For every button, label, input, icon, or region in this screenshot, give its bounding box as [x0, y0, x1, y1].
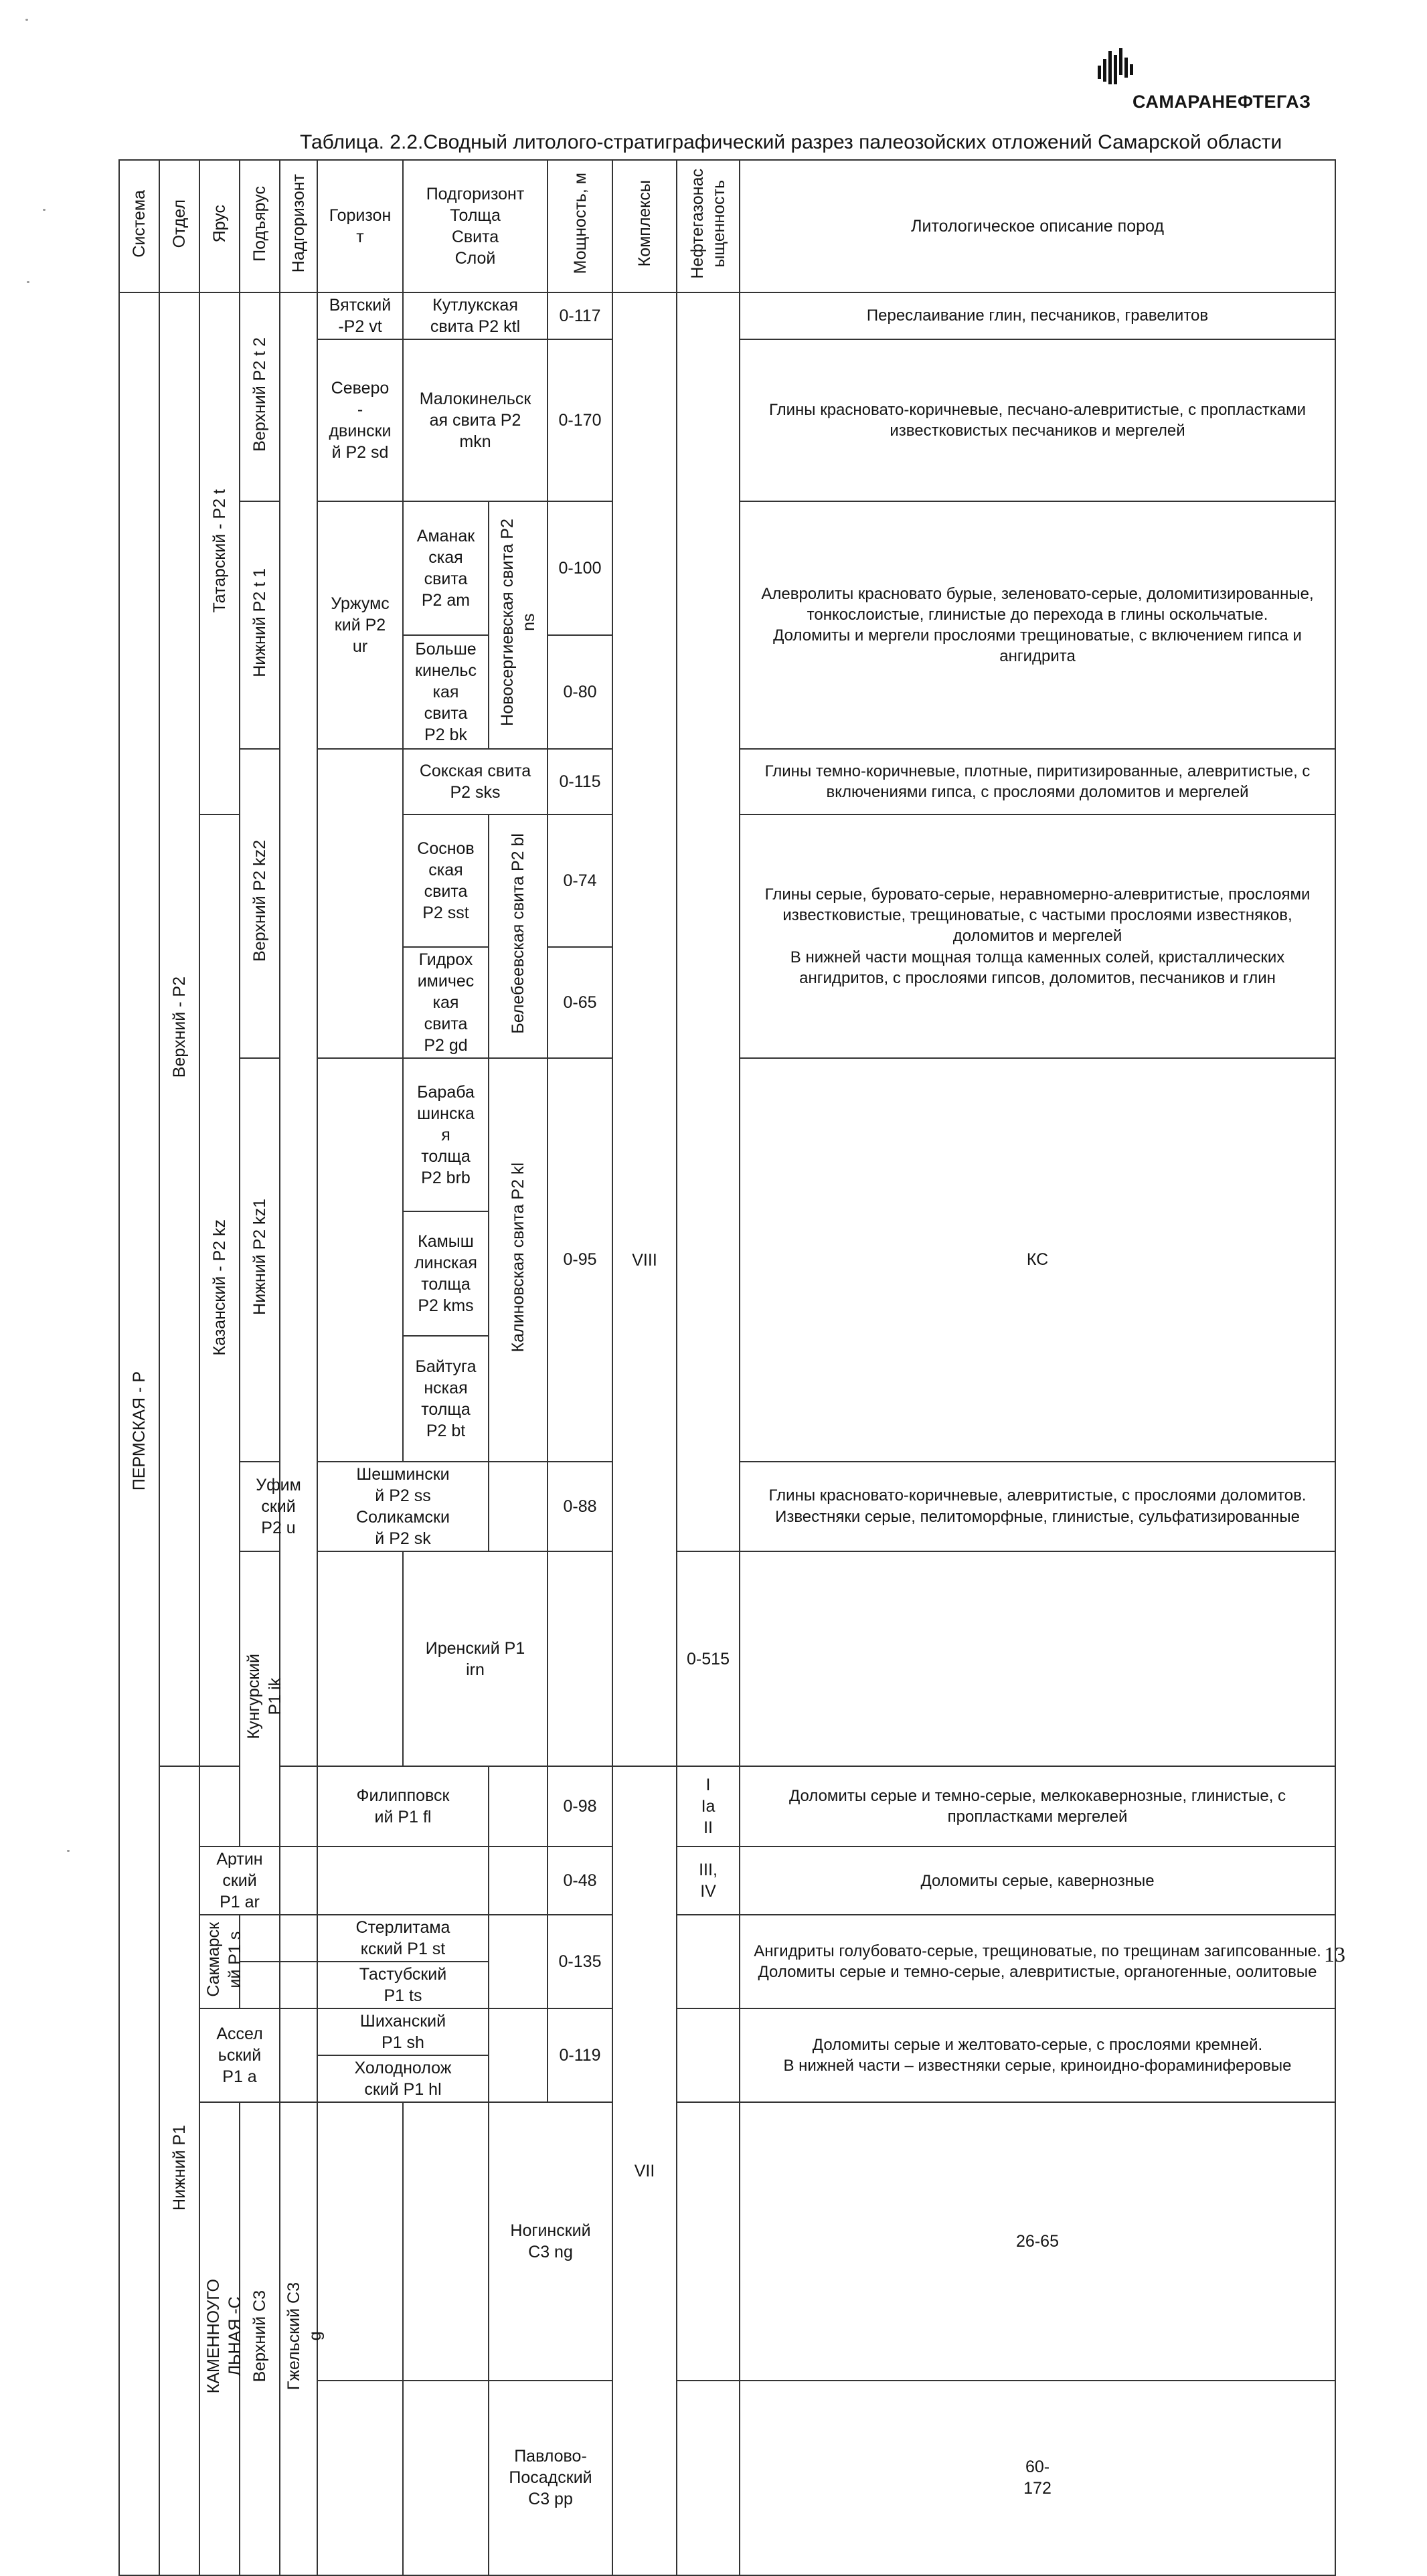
table-header-row — [119, 160, 1335, 292]
suite-belebey-cell: Белебеевская свита Р2 bl — [489, 814, 548, 1058]
thickness-artin: 0-48 — [548, 1847, 612, 1915]
complex-vii-cell: VII — [612, 1766, 677, 2575]
suite-blank — [489, 2008, 548, 2102]
header-oilgas: Нефтегазонас ыщенность — [677, 160, 740, 292]
stage-artin: Артин ский Р1 ar — [199, 1847, 280, 1915]
horizon-kazan-upper-blank — [317, 749, 403, 1058]
superhorizon-blank — [403, 2381, 489, 2575]
suite-baytugan: Байтуга нская толща Р2 bt — [403, 1336, 489, 1462]
series-upper-perm-cell: Верхний - Р2 — [159, 292, 199, 1766]
horizon-artin-blank — [317, 1847, 489, 1915]
thickness-nogin: 26-65 — [740, 2102, 1335, 2380]
header-substage: Подъярус — [240, 160, 280, 292]
oilgas-blank — [740, 1551, 1335, 1767]
lithology-sakmar: Ангидриты голубовато-серые, трещиноватые, по трещинам загипсованные. Доломиты серые и темно-серые, алевритистые, органогенные, оолитовые — [740, 1915, 1335, 2008]
header-system: Система — [119, 160, 159, 292]
stratigraphic-table — [118, 159, 1336, 2576]
suite-bolshekinel: Больше кинельс кая свита Р2 bk — [403, 635, 489, 749]
lithology-assel: Доломиты серые и желтовато-серые, с прослоями кремней. В нижней части – известняки серые, криноидно-фораминиферовые — [740, 2008, 1335, 2102]
superhorizon-blank — [403, 2102, 489, 2380]
lithology-filipp: Доломиты серые и темно-серые, мелкокавернозные, глинистые, с пропластками мергелей — [740, 1766, 1335, 1847]
substage-kazan-lower-cell: Нижний Р2 kz1 — [240, 1058, 280, 1462]
horizon-vyatka: Вятский -Р2 vt — [317, 292, 403, 339]
table-row — [119, 2008, 1335, 2055]
stage-ufim: Уфим ский Р2 u — [240, 1462, 317, 1551]
header-superhorizon: Надгоризонт — [280, 160, 317, 292]
suite-blank — [677, 2102, 740, 2380]
horizon-iren: Иренский Р1 irn — [403, 1551, 548, 1767]
thickness-amanak: 0-100 — [548, 501, 612, 635]
table-row — [119, 2102, 1335, 2380]
stage-kungur-cell: Кунгурский Р1 ik — [240, 1551, 280, 1847]
suite-sok: Сокская свита Р2 sks — [403, 749, 548, 814]
suite-barabash: Бараба шинска я толща Р2 brb — [403, 1058, 489, 1211]
thickness-gidrokhim: 0-65 — [548, 947, 612, 1058]
superhorizon-blank — [280, 1962, 317, 2008]
suite-blank — [548, 1551, 612, 1767]
oilgas-blank — [677, 1915, 740, 2008]
horizon-kazan-lower-blank — [317, 1058, 403, 1462]
superhorizon-blank — [280, 1847, 317, 1915]
thickness-sok: 0-115 — [548, 749, 612, 814]
suite-ufim-blank — [489, 1462, 548, 1551]
suite-kutluk: Кутлукская свита Р2 ktl — [403, 292, 548, 339]
thickness-sevdvin: 0-170 — [548, 339, 612, 501]
thickness-iren: 0-515 — [677, 1551, 740, 1767]
thickness-vyatka: 0-117 — [548, 292, 612, 339]
thickness-ufim: 0-88 — [548, 1462, 612, 1551]
horizon-urzhum: Уржумс кий Р2 ur — [317, 501, 403, 749]
suite-novoserg-cell: Новосергиевская свита Р2 ns — [489, 501, 548, 749]
suite-gidrokhim: Гидрох имичес кая свита Р2 gd — [403, 947, 489, 1058]
thickness-bolshekinel: 0-80 — [548, 635, 612, 749]
suite-blank — [489, 1847, 548, 1915]
horizon-shikhan: Шиханский Р1 sh — [317, 2008, 489, 2055]
substage-blank — [199, 1766, 240, 1847]
horizon-sevdvin: Северо - двински й Р2 sd — [317, 339, 403, 501]
page-number: 13 — [1324, 1942, 1345, 1966]
stage-sakmar-cell: Сакмарск ий Р1 s — [199, 1915, 240, 2008]
substage-kazan-upper-cell: Верхний Р2 kz2 — [240, 749, 280, 1058]
superhorizon-blank — [280, 1766, 317, 1847]
scan-speck — [27, 281, 29, 283]
header-complexes: Комплексы — [612, 160, 677, 292]
suite-blank — [489, 1766, 548, 1847]
system-carb-cell: КАМЕННОУГО ЛЬНАЯ -С — [199, 2102, 240, 2575]
substage-blank — [317, 2102, 403, 2380]
header-lithology: Литологическое описание пород — [740, 160, 1335, 292]
thickness-kalin: 0-95 — [548, 1058, 612, 1462]
substage-tatar-upper-cell: Верхний Р2 t 2 — [240, 292, 280, 501]
suite-kamysh: Камыш линская толща Р2 kms — [403, 1211, 489, 1335]
stage-assel: Ассел ьский Р1 a — [199, 2008, 280, 2102]
scan-speck — [67, 1850, 70, 1852]
substage-blank — [317, 2381, 403, 2575]
series-upper-carb-cell: Верхний С3 — [240, 2102, 280, 2575]
horizon-filipp: Филипповск ий Р1 fl — [317, 1766, 489, 1847]
table-row — [119, 1847, 1335, 1915]
lithology-sok: Глины темно-коричневые, плотные, пиритизированные, алевритистые, с включениями гипса, с прослоями доломитов и мергелей — [740, 749, 1335, 814]
lithology-ufim: Глины красновато-коричневые, алевритистые, с прослоями доломитов. Известняки серые, пелитоморфные, глинистые, сульфатизированные — [740, 1462, 1335, 1551]
table-row — [119, 1766, 1335, 1847]
horizon-nogin: Ногинский С3 ng — [489, 2102, 612, 2380]
lithology-urzhum: Алевролиты красновато бурые, зеленовато-серые, доломитизированные, тонкослоистые, глинистые до перехода в глины оскольчатые. Доломиты и мергели прослоями трещиноватые, с включением гипса и ангидрита — [740, 501, 1335, 749]
suite-amanak: Аманак ская свита Р2 am — [403, 501, 489, 635]
oilgas-ks: КС — [740, 1058, 1335, 1462]
header-horizon: Горизон т — [317, 160, 403, 292]
suite-blank — [677, 2381, 740, 2575]
logo-text: САМАРАНЕФТЕГАЗ — [1132, 92, 1311, 112]
lithology-vyatka: Переслаивание глин, песчаников, гравелитов — [740, 292, 1335, 339]
table-caption: Таблица. 2.2.Сводный литолого-стратиграфический разрез палеозойских отложений Самарской области — [300, 131, 1282, 153]
horizon-kholodn: Холоднолож ский Р1 hl — [317, 2055, 489, 2102]
oilgas-blank — [677, 2008, 740, 2102]
thickness-filipp: 0-98 — [548, 1766, 612, 1847]
oilgas-upper-blank — [677, 292, 740, 1551]
oilgas-artin: III, IV — [677, 1847, 740, 1915]
horizon-sheshma-solikam: Шешмински й Р2 ss Соликамски й Р2 sk — [317, 1462, 489, 1551]
stage-tatar-cell: Татарский - Р2 t — [199, 292, 240, 814]
thickness-assel: 0-119 — [548, 2008, 612, 2102]
substage-tatar-lower-cell: Нижний Р2 t 1 — [240, 501, 280, 749]
horizon-sterl: Стерлитама кский Р1 st — [317, 1915, 489, 1962]
header-stage: Ярус — [199, 160, 240, 292]
stage-gzhel-cell: Гжельский С3 g — [280, 2102, 317, 2575]
superhorizon-blank — [280, 2008, 317, 2102]
thickness-pavlovo: 60- 172 — [740, 2381, 1335, 2575]
table-row — [119, 1915, 1335, 1962]
horizon-tastub: Тастубский Р1 ts — [317, 1962, 489, 2008]
suite-kalin-cell: Калиновская свита Р2 kl — [489, 1058, 548, 1462]
substage-blank — [240, 1915, 280, 1962]
stage-kazan-cell: Казанский - Р2 kz — [199, 814, 240, 1766]
header-series: Отдел — [159, 160, 199, 292]
lithology-belebey: Глины серые, буровато-серые, неравномерно-алевритистые, прослоями известковистые, трещиноватые, с частыми прослоями известняков, доломитов и мергелей В нижней части мощная толща каменных солей, кристаллических ангидритов, с прослоями гипсов, доломитов, песчаников и глин — [740, 814, 1335, 1058]
superhorizon-blank — [280, 1915, 317, 1962]
substage-blank — [317, 1551, 403, 1767]
system-perm-cell: ПЕРМСКАЯ - Р — [119, 292, 159, 2575]
lithology-sevdvin: Глины красновато-коричневые, песчано-алевритистые, с пропластками известковистых песчаников и мергелей — [740, 339, 1335, 501]
thickness-sosnov: 0-74 — [548, 814, 612, 947]
suite-blank — [489, 1915, 548, 2008]
suite-malokinel: Малокинельск ая свита Р2 mkn — [403, 339, 548, 501]
samaraneftegaz-logo-icon — [1096, 48, 1137, 87]
complex-viii-cell — [612, 292, 677, 1766]
scan-speck — [25, 19, 28, 21]
complex-viii-label: VIII — [632, 1251, 657, 1270]
suite-sosnov: Соснов ская свита Р2 sst — [403, 814, 489, 947]
horizon-pavlovo: Павлово- Посадский С3 pp — [489, 2381, 612, 2575]
lithology-artin: Доломиты серые, кавернозные — [740, 1847, 1335, 1915]
series-lower-perm-cell: Нижний Р1 — [159, 1766, 199, 2575]
header-thickness: Мощность, м — [548, 160, 612, 292]
table-row — [119, 292, 1335, 339]
header-subhorizon: Подгоризонт Толща Свита Слой — [403, 160, 548, 292]
thickness-sakmar: 0-135 — [548, 1915, 612, 2008]
substage-blank — [240, 1962, 280, 2008]
oilgas-filipp: I Ia II — [677, 1766, 740, 1847]
scan-speck — [43, 209, 46, 211]
